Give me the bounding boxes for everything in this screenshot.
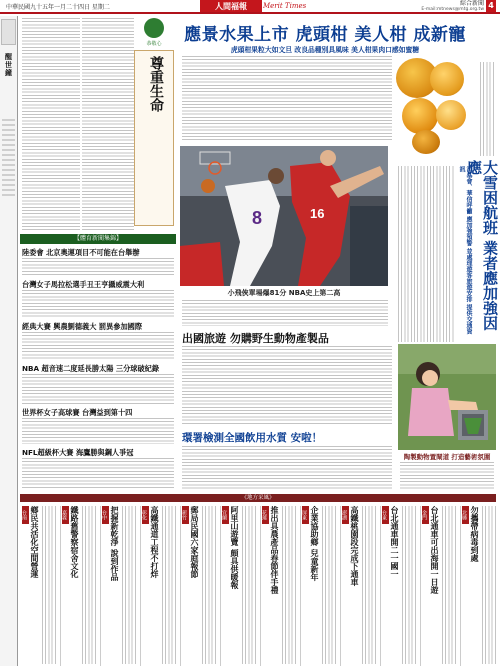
local-text xyxy=(322,506,338,664)
divider xyxy=(220,506,221,666)
main-subheadline: 虎頭柑果粒大如文旦 改良品種別具風味 美人柑果肉口感如蜜糖 xyxy=(230,46,420,54)
local-article xyxy=(462,506,496,666)
brief-body xyxy=(22,458,174,490)
brief-headline: 陸委會 北京奧運項目不可能在台舉辦 xyxy=(22,248,140,257)
issue-date: 中華民國九十五年一月二十四日 星期二 xyxy=(6,4,110,11)
section-name: 綜合新聞 xyxy=(459,0,484,7)
lotus-icon xyxy=(144,18,164,38)
local-article xyxy=(182,506,218,666)
local-location: 嘉義 xyxy=(62,506,69,524)
local-location: 北縣 xyxy=(462,506,469,524)
tourism-article-text xyxy=(182,346,392,424)
local-headline: 把握新乾淨 說到作品 xyxy=(110,506,120,581)
main-headline: 應景水果上市 虎頭柑 美人柑 成新寵 xyxy=(184,25,466,45)
local-text xyxy=(402,506,418,664)
column-text-a xyxy=(22,18,80,230)
svg-text:8: 8 xyxy=(252,208,263,228)
local-text xyxy=(162,506,178,664)
local-article xyxy=(302,506,338,666)
column-text-b xyxy=(82,18,134,230)
local-location: 宜蘭 xyxy=(222,506,229,524)
strip-text xyxy=(2,119,15,196)
local-article xyxy=(222,506,258,666)
local-location: 新竹 xyxy=(182,506,189,524)
svg-text:16: 16 xyxy=(310,206,325,221)
local-location: 澎湖 xyxy=(342,506,349,524)
contact-email: E-mail:mtnews@mtg.org.tw xyxy=(421,7,484,12)
girl-scene xyxy=(398,344,496,450)
env-article-text xyxy=(182,446,392,490)
local-text xyxy=(482,506,496,664)
local-headline: 鄉民共活化空間營運 xyxy=(30,506,40,578)
right-article-text xyxy=(398,166,454,342)
brief-body xyxy=(22,258,174,276)
local-text xyxy=(242,506,258,664)
basketball-article-text xyxy=(182,300,388,326)
brief-headline: 世界杯女子高球賽 台灣益到第十四 xyxy=(22,408,133,417)
brief-body xyxy=(22,332,174,360)
brief-body xyxy=(22,374,174,404)
girl-photo xyxy=(398,344,496,450)
right-article-subheadline: 消基會、華信呼籲 應加強預警 並處理遊客旅遊安排 提供交通資訊 xyxy=(458,166,472,335)
main-article-text xyxy=(182,56,392,140)
divider xyxy=(340,506,341,666)
local-location: 台中 xyxy=(102,506,109,524)
local-headline: 推出具農產品春節伴手禮 xyxy=(270,506,280,594)
brief-headline: NFL超級杯大賽 海鷹勝與鋼人爭冠 xyxy=(22,448,134,457)
local-location: 台東 xyxy=(382,506,389,524)
local-headline: 台北通車可出海開一日遊 xyxy=(430,506,440,594)
local-location: 屏東 xyxy=(302,506,309,524)
local-article xyxy=(422,506,458,666)
basketball-caption: 小飛俠單場爆81分 NBA史上第二高 xyxy=(227,289,341,297)
brief-body xyxy=(22,418,174,444)
local-location: 金門 xyxy=(422,506,429,524)
divider xyxy=(60,506,61,666)
brief-headline: 台灣女子馬拉松選手丑王亨攝威震大利 xyxy=(22,280,145,289)
local-headline: 台北通車開二一國一 xyxy=(390,506,400,578)
local-article xyxy=(342,506,378,666)
divider xyxy=(140,506,141,666)
local-text xyxy=(282,506,298,664)
local-text xyxy=(82,506,98,664)
strip-title: 醒世鐘 xyxy=(4,53,13,77)
local-headline: 鐵路舊警察宿舍文化 xyxy=(70,506,80,578)
basketball-scene xyxy=(180,146,388,286)
brief-body xyxy=(22,290,174,318)
girl-photo-text xyxy=(400,462,494,490)
divider xyxy=(380,506,381,666)
local-article xyxy=(62,506,98,666)
local-headline: 高鐵桃園段完成下通車 xyxy=(350,506,360,586)
section-info xyxy=(421,1,484,13)
local-article xyxy=(142,506,178,666)
local-article xyxy=(102,506,138,666)
brief-headline: 經典大賽 興農劉德義大 罰異參加國際 xyxy=(22,322,143,331)
divider xyxy=(420,506,421,666)
divider xyxy=(300,506,301,666)
env-headline: 環署檢測全國飲用水質 安啦！ xyxy=(182,432,323,444)
local-headline: 郵局民國六家庭報節 xyxy=(190,506,200,578)
left-strip xyxy=(0,16,18,666)
local-headline: 高鐵通道工程不打烊 xyxy=(150,506,160,578)
local-text xyxy=(122,506,138,664)
local-location: 彰化 xyxy=(142,506,149,524)
newspaper-logo: 人間福報 xyxy=(200,0,262,12)
right-article-headline: 大雪困航班 業者應加強因應 xyxy=(465,160,499,331)
local-text xyxy=(442,506,458,664)
tourism-headline: 出國旅遊 勿購野生動物產製品 xyxy=(182,332,329,345)
local-location: 台南 xyxy=(22,506,29,524)
local-headline: 阿里山遊覽 頗具供暖報 xyxy=(230,506,240,589)
girl-photo-caption: 陶製動物置閘道 打造藝術氛圍 xyxy=(403,453,491,461)
fruit-photo-mandarin xyxy=(402,98,438,134)
sports-briefs-band: 【體育新聞集錦】 xyxy=(20,234,176,244)
basketball-photo xyxy=(180,146,388,286)
local-article xyxy=(382,506,418,666)
divider xyxy=(460,506,461,666)
fruit-photo-small xyxy=(412,130,440,154)
local-location: 花蓮 xyxy=(262,506,269,524)
respect-title: 尊重生命 xyxy=(148,56,164,112)
local-news-band: 《地方采風》 xyxy=(20,494,496,502)
calendar-box xyxy=(1,19,16,45)
fruit-photo-orange xyxy=(430,62,464,96)
brief-headline: NBA 超音速二度延長勝太陽 三分球破紀錄 xyxy=(22,364,160,373)
local-text xyxy=(202,506,218,664)
divider xyxy=(180,506,181,666)
local-headline: 企業協助鄉 兒童新年 xyxy=(310,506,320,581)
local-article xyxy=(262,506,298,666)
local-headline: 勿攜帶病毒到處 xyxy=(470,506,480,562)
page-header xyxy=(0,0,500,14)
divider xyxy=(100,506,101,666)
divider xyxy=(260,506,261,666)
local-text xyxy=(42,506,58,664)
local-text xyxy=(362,506,378,664)
newspaper-logo-subtitle: Merit Times xyxy=(263,2,307,10)
fruit-photo-beauty-orange xyxy=(436,100,466,130)
local-article xyxy=(22,506,58,666)
page-number: 4 xyxy=(486,0,496,12)
side-text xyxy=(480,62,496,156)
badge xyxy=(136,18,172,48)
badge-label: 恭敬心 xyxy=(146,41,162,47)
